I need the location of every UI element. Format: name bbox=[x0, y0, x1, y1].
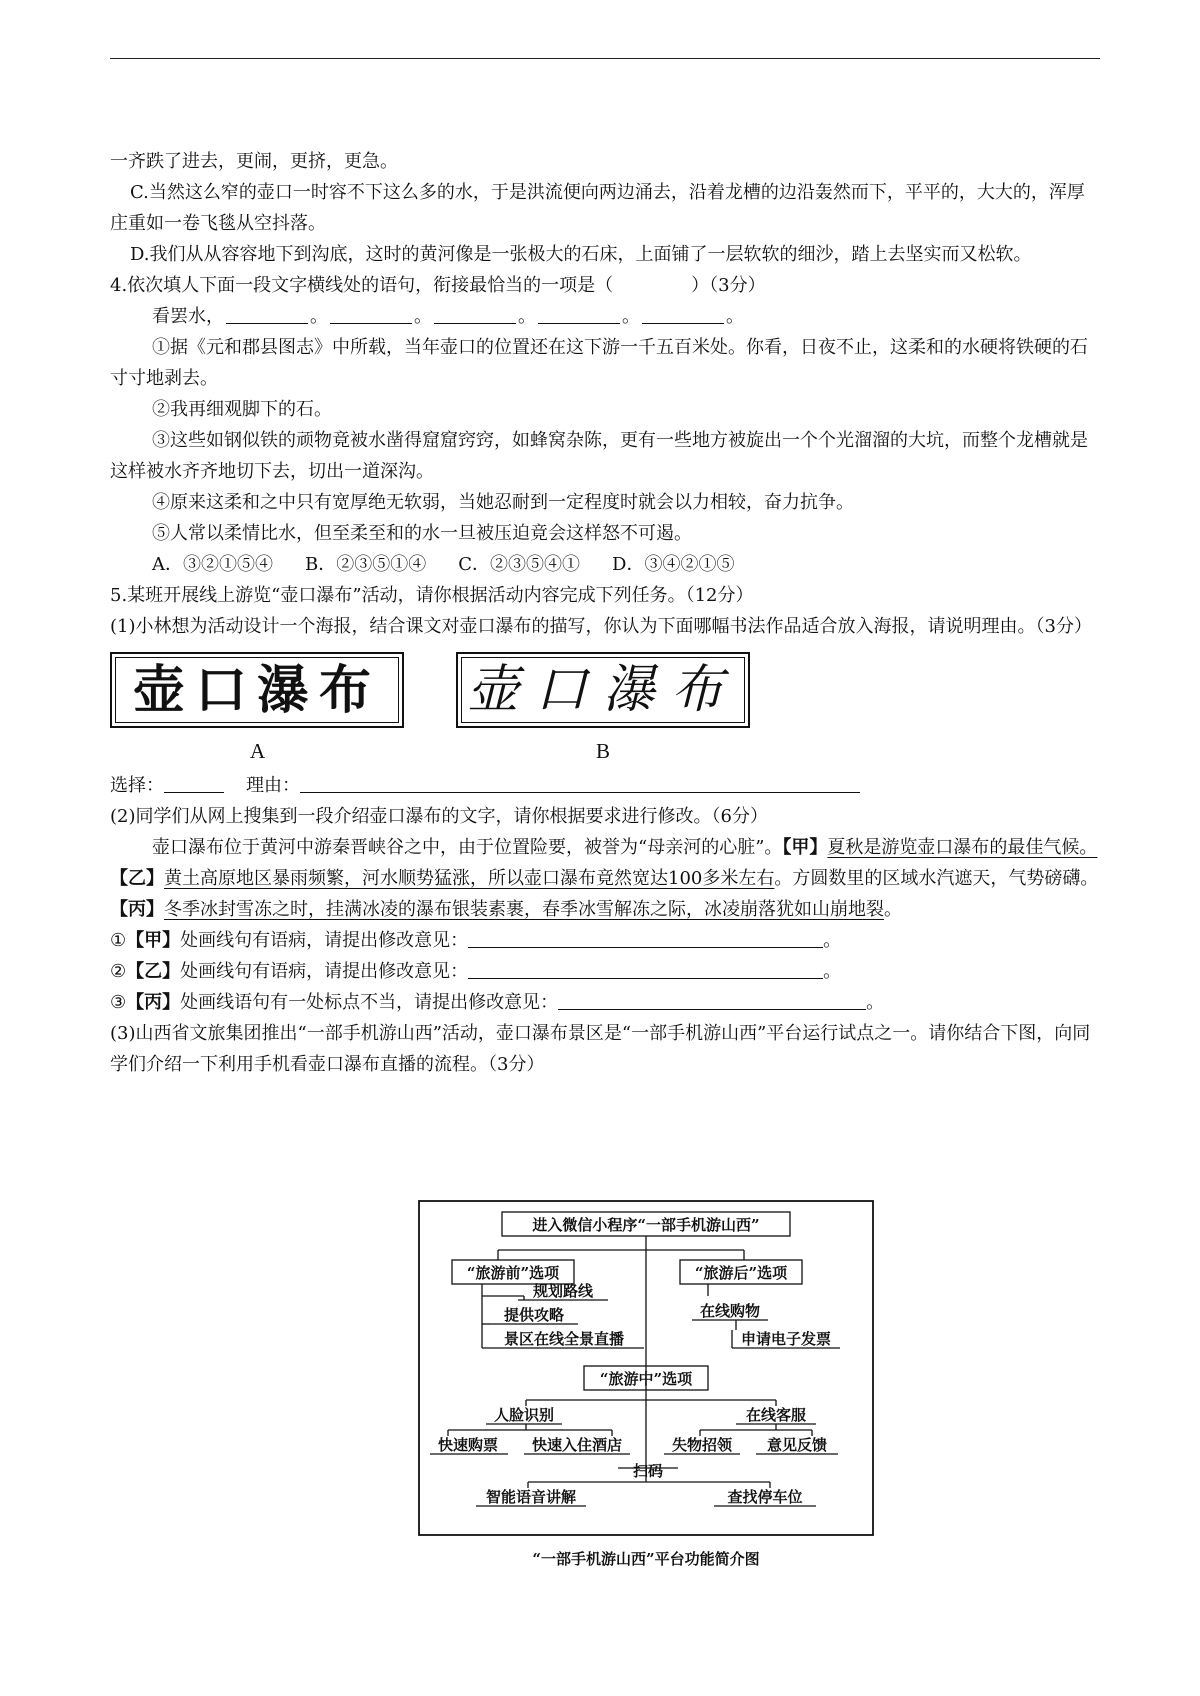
question-4-lead: 看罢水， 。 。 。 。 。 bbox=[152, 306, 744, 327]
choice-reason-line: 选择： 理由： bbox=[110, 770, 1100, 801]
task-3-text: (3)山西省文旅集团推出“一部手机游山西”活动，壶口瀑布景区是“一部手机游山西”平台运行试点之一。请你结合下图，向同学们介绍一下利用手机看壶口瀑布直播的流程。（3分） bbox=[110, 1023, 1091, 1075]
question-4-options bbox=[110, 549, 1100, 580]
answer-blank[interactable] bbox=[434, 305, 516, 324]
question-5-stem: 5.某班开展线上游览“壶口瀑布”活动，请你根据活动内容完成下列任务。（12分） bbox=[110, 585, 754, 606]
revision-1: ①【甲】处画线句有语病，请提出修改意见： 。 bbox=[110, 930, 842, 951]
sentence-1: ①据《元和郡县图志》中所载，当年壶口的位置还在这下游一千五百米处。你看，日夜不止，这柔和的水硬将铁硬的石寸寸地剥去。 bbox=[110, 337, 1088, 389]
flow-invoice: 申请电子发票 bbox=[740, 1330, 832, 1348]
header-rule bbox=[110, 58, 1100, 59]
option-c-text: C.当然这么窄的壶口一时容不下这么多的水，于是洪流便向两边涌去，沿着龙槽的边沿轰然而下，平平的，大大的，浑厚庄重如一卷飞毯从空抖落。 bbox=[110, 182, 1085, 234]
calligraphy-b-frame[interactable] bbox=[456, 652, 750, 728]
underlined-yi: 黄土高原地区暴雨频繁，河水顺势猛涨，所以壶口瀑布竟然宽达100多米左右 bbox=[164, 868, 775, 889]
answer-blank[interactable] bbox=[330, 305, 412, 324]
revision-3: ③【丙】处画线语句有一处标点不当，请提出修改意见： 。 bbox=[110, 992, 885, 1013]
revision-1-blank[interactable] bbox=[468, 929, 823, 948]
calligraphy-choices bbox=[110, 652, 1100, 770]
calligraphy-b-text: 壶口瀑布 bbox=[466, 659, 739, 720]
flowchart-svg bbox=[418, 1200, 874, 1540]
question-4-stem: 4.依次填人下面一段文字横线处的语句，衔接最恰当的一项是（ ）（3分） bbox=[110, 275, 766, 296]
revision-2: ②【乙】处画线句有语病，请提出修改意见： 。 bbox=[110, 961, 842, 982]
flow-parking: 查找停车位 bbox=[727, 1488, 803, 1506]
option-c[interactable]: C．②③⑤④① bbox=[458, 554, 581, 575]
flowchart-caption: “一部手机游山西”平台功能简介图 bbox=[532, 1550, 760, 1568]
answer-blank[interactable] bbox=[642, 305, 724, 324]
answer-blank[interactable] bbox=[226, 305, 308, 324]
revision-2-blank[interactable] bbox=[468, 960, 823, 979]
flow-face-recognition: 人脸识别 bbox=[493, 1406, 555, 1424]
passage-text: 壶口瀑布位于黄河中游秦晋峡谷之中，由于位置险要，被誉为“母亲河的心脏”。【甲】夏秋是游览壶口瀑布的最佳气候。【乙】黄土高原地区暴雨频繁，河水顺势猛涨，所以壶口瀑布竟然宽达100多米左右。方圆数里的区域水汽遮天，气势磅礴。【丙】冬季冰封雪冻之时，挂满冰凌的瀑布银装素裹，春季冰雪解冻之际，冰凌崩落犹如山崩地裂。 bbox=[110, 837, 1099, 920]
task-1-text: (1)小林想为活动设计一个海报，结合课文对壶口瀑布的描写，你认为下面哪幅书法作品适合放入海报，请说明理由。（3分） bbox=[110, 616, 1092, 637]
answer-blank[interactable] bbox=[538, 305, 620, 324]
flow-voice-guide: 智能语音讲解 bbox=[485, 1488, 577, 1506]
flow-guide: 提供攻略 bbox=[503, 1306, 565, 1324]
calligraphy-a-text: 壶口瀑布 bbox=[132, 659, 381, 721]
flow-scan: 扫码 bbox=[632, 1462, 664, 1480]
flow-during-trip: “旅游中”选项 bbox=[599, 1370, 693, 1388]
calligraphy-a-frame[interactable] bbox=[110, 652, 404, 728]
sentence-3: ③这些如钢似铁的顽物竟被水凿得窟窟窍窍，如蜂窝杂陈，更有一些地方被旋出一个个光溜溜的大坑，而整个龙槽就是这样被水齐齐地切下去，切出一道深沟。 bbox=[110, 430, 1088, 482]
flow-plan-route: 规划路线 bbox=[532, 1282, 594, 1300]
calligraphy-a-label: A bbox=[250, 739, 266, 763]
flow-ticket: 快速购票 bbox=[437, 1436, 499, 1454]
exam-page bbox=[110, 146, 1100, 1080]
flow-title: 进入微信小程序“一部手机游山西” bbox=[532, 1216, 760, 1234]
flow-after-trip: “旅游后”选项 bbox=[694, 1264, 788, 1282]
flow-live-stream: 景区在线全景直播 bbox=[503, 1330, 625, 1348]
reason-blank[interactable] bbox=[300, 774, 860, 793]
sentence-5: ⑤人常以柔情比水，但至柔至和的水一旦被压迫竟会这样怒不可遏。 bbox=[152, 523, 692, 544]
calligraphy-b-label: B bbox=[596, 739, 611, 763]
flowchart bbox=[418, 1200, 874, 1540]
flow-before-trip: “旅游前”选项 bbox=[466, 1264, 560, 1282]
choice-blank[interactable] bbox=[164, 774, 224, 793]
flow-feedback: 意见反馈 bbox=[766, 1436, 828, 1454]
option-d-text: D.我们从从容容地下到沟底，这时的黄河像是一张极大的石床，上面铺了一层软软的细沙，踏上去坚实而又松软。 bbox=[130, 244, 1032, 265]
option-b[interactable]: B．②③⑤①④ bbox=[305, 554, 427, 575]
flow-online-service: 在线客服 bbox=[745, 1406, 807, 1424]
revision-3-blank[interactable] bbox=[558, 991, 866, 1010]
task-2-text: (2)同学们从网上搜集到一段介绍壶口瀑布的文字，请你根据要求进行修改。（6分） bbox=[110, 806, 768, 827]
text-line: 一齐跌了进去，更闹，更挤，更急。 bbox=[110, 151, 398, 172]
underlined-bing: 冬季冰封雪冻之时，挂满冰凌的瀑布银装素裹，春季冰雪解冻之际，冰凌崩落犹如山崩地裂 bbox=[164, 899, 884, 920]
flow-online-shop: 在线购物 bbox=[699, 1302, 761, 1320]
option-d[interactable]: D．③④②①⑤ bbox=[612, 554, 735, 575]
sentence-2: ②我再细观脚下的石。 bbox=[152, 399, 332, 420]
flow-lost-found: 失物招领 bbox=[671, 1436, 733, 1454]
sentence-4: ④原来这柔和之中只有宽厚绝无软弱，当她忍耐到一定程度时就会以力相较，奋力抗争。 bbox=[152, 492, 854, 513]
underlined-jia: 夏秋是游览壶口瀑布的最佳气候。 bbox=[827, 837, 1098, 858]
option-a[interactable]: A．③②①⑤④ bbox=[152, 554, 273, 575]
flow-hotel: 快速入住酒店 bbox=[531, 1436, 623, 1454]
